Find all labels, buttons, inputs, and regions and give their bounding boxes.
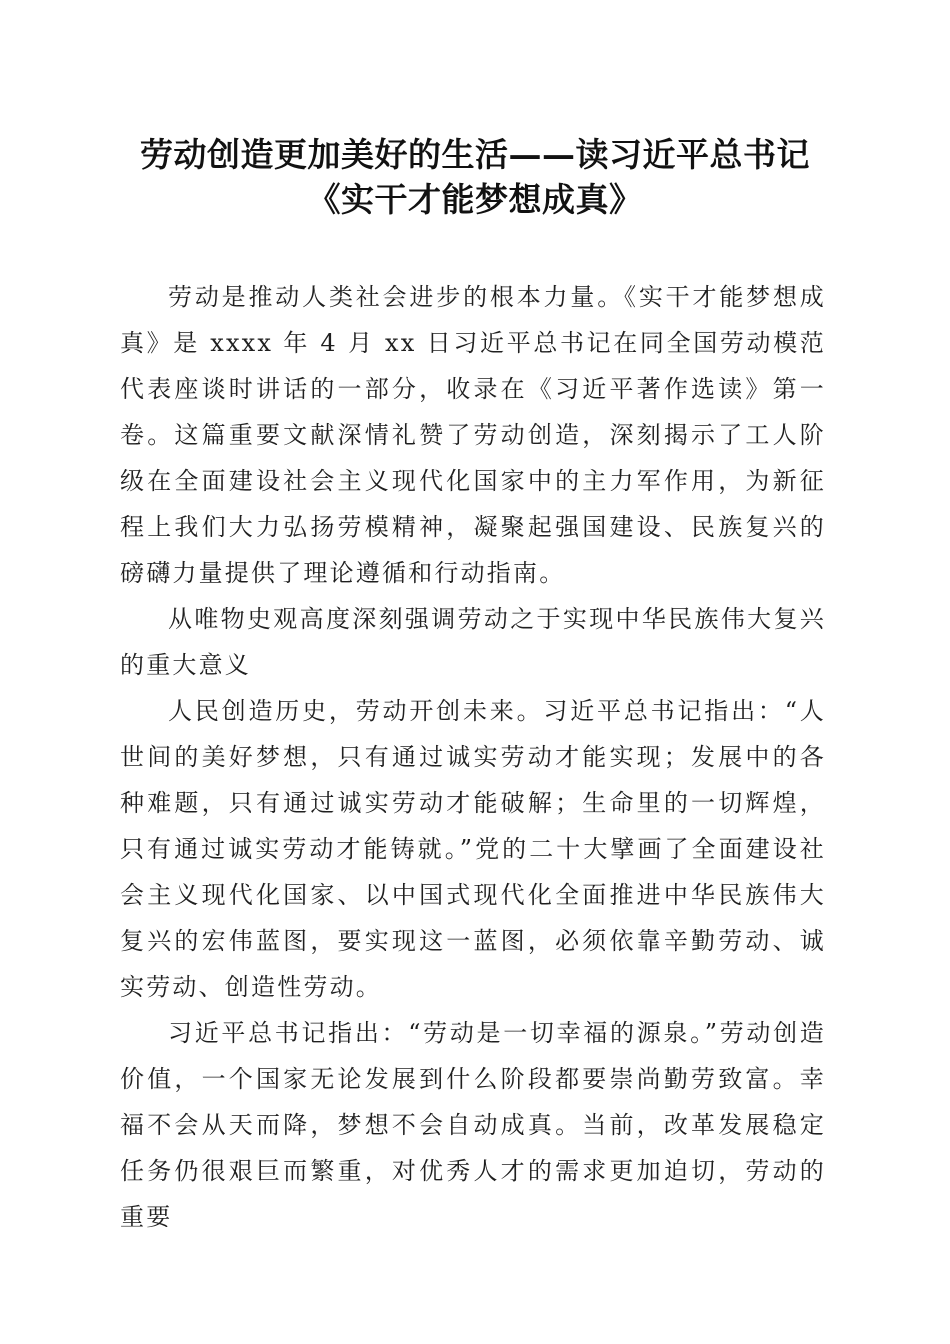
paragraph-subheading: 从唯物史观高度深刻强调劳动之于实现中华民族伟大复兴的重大意义 — [120, 605, 826, 679]
document-title — [110, 132, 840, 222]
title-line-2: 《实干才能梦想成真》 — [307, 180, 643, 219]
document-body — [120, 274, 826, 1240]
title-line-1: 劳动创造更加美好的生活——读习近平总书记 — [140, 135, 810, 174]
paragraph-happiness: 习近平总书记指出：“劳动是一切幸福的源泉。”劳动创造价值，一个国家无论发展到什么阶段都要崇尚勤劳致富。幸福不会从天而降，梦想不会自动成真。当前，改革发展稳定任务仍很艰巨而繁重，对优秀人才的需求更加迫切，劳动的重要 — [120, 1019, 826, 1231]
paragraph-history: 人民创造历史，劳动开创未来。习近平总书记指出：“人世间的美好梦想，只有通过诚实劳动才能实现；发展中的各种难题，只有通过诚实劳动才能破解；生命里的一切辉煌，只有通过诚实劳动才能铸就。”党的二十大擘画了全面建设社会主义现代化国家、以中国式现代化全面推进中华民族伟大复兴的宏伟蓝图，要实现这一蓝图，必须依靠辛勤劳动、诚实劳动、创造性劳动。 — [120, 697, 826, 1001]
paragraph-intro: 劳动是推动人类社会进步的根本力量。《实干才能梦想成真》是 xxxx 年 4 月 xx 日习近平总书记在同全国劳动模范代表座谈时讲话的一部分，收录在《习近平著作选读》第一卷。这篇重要文献深情礼赞了劳动创造，深刻揭示了工人阶级在全面建设社会主义现代化国家中的主力军作用，为新征程上我们大力弘扬劳模精神，凝聚起强国建设、民族复兴的磅礴力量提供了理论遵循和行动指南。 — [120, 283, 826, 587]
